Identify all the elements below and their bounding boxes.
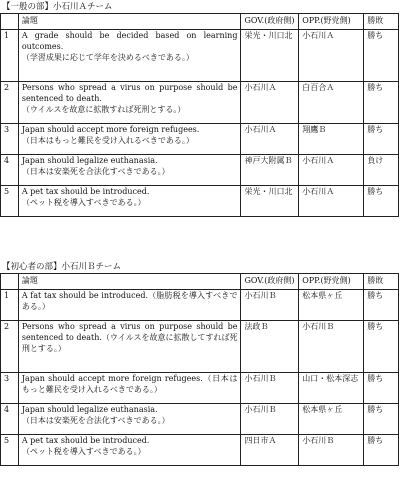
col-gov: GOV.(政府側) bbox=[241, 274, 299, 290]
col-no bbox=[1, 274, 19, 290]
opp-team: 山口・松本深志 bbox=[299, 373, 364, 404]
result: 勝ち bbox=[364, 435, 399, 466]
result: 勝ち bbox=[364, 124, 399, 155]
motion-cell bbox=[18, 435, 241, 466]
table-header-row bbox=[1, 14, 399, 30]
col-result: 勝敗 bbox=[364, 274, 399, 290]
round-number: 4 bbox=[1, 404, 19, 435]
round-number: 2 bbox=[1, 321, 19, 373]
results-table-general bbox=[0, 13, 399, 217]
round-number: 2 bbox=[1, 82, 19, 124]
round-number: 3 bbox=[1, 124, 19, 155]
opp-team: 翔鷹Ｂ bbox=[299, 124, 364, 155]
motion-en: A grade should be decided based on learning outcomes. bbox=[21, 31, 238, 51]
section-title-beginner: 【初心者の部】小石川Ｂチーム bbox=[2, 262, 122, 272]
motion-cell bbox=[18, 321, 241, 373]
motion-en: Japan should legalize euthanasia. bbox=[21, 156, 158, 165]
table-row bbox=[1, 124, 399, 155]
col-gov: GOV.(政府側) bbox=[241, 14, 299, 30]
table-row bbox=[1, 290, 399, 321]
table-row bbox=[1, 373, 399, 404]
col-opp: OPP.(野党側) bbox=[299, 14, 364, 30]
motion-cell bbox=[18, 155, 241, 186]
opp-team: 白百合Ａ bbox=[299, 82, 364, 124]
result: 勝ち bbox=[364, 30, 399, 82]
opp-team: 小石川Ａ bbox=[299, 155, 364, 186]
motion-en: A pet tax should be introduced. bbox=[21, 436, 150, 445]
motion-ja: （ペット税を導入すべきである。） bbox=[21, 197, 146, 207]
motion-ja: （学習成果に応じて学年を決めるべきである。） bbox=[21, 52, 194, 62]
gov-team: 小石川Ｂ bbox=[241, 373, 299, 404]
col-motion: 論題 bbox=[18, 274, 241, 290]
col-motion: 論題 bbox=[18, 14, 241, 30]
motion-cell bbox=[18, 290, 241, 321]
result: 勝ち bbox=[364, 82, 399, 124]
col-opp: OPP.(野党側) bbox=[299, 274, 364, 290]
result: 勝ち bbox=[364, 186, 399, 217]
col-result: 勝敗 bbox=[364, 14, 399, 30]
table-row bbox=[1, 30, 399, 82]
motion-ja: （ウイルスを故意に拡散すれば死刑とする。） bbox=[21, 104, 186, 114]
motion-en: Persons who spread a virus on purpose should be sentenced to death. bbox=[21, 83, 238, 103]
round-number: 4 bbox=[1, 155, 19, 186]
table-row bbox=[1, 186, 399, 217]
result: 勝ち bbox=[364, 290, 399, 321]
motion-ja: （日本は安楽死を合法化すべきである。） bbox=[21, 166, 170, 176]
round-number: 3 bbox=[1, 373, 19, 404]
gov-team: 法政Ｂ bbox=[241, 321, 299, 373]
opp-team: 小石川Ａ bbox=[299, 30, 364, 82]
round-number: 5 bbox=[1, 186, 19, 217]
table-row bbox=[1, 155, 399, 186]
motion-cell bbox=[18, 404, 241, 435]
motion-en: Persons who spread a virus on purpose should be sentenced to death.（ウイルスを故意に拡散してすれば死刑とする。） bbox=[21, 322, 238, 353]
table-row bbox=[1, 82, 399, 124]
round-number: 1 bbox=[1, 30, 19, 82]
motion-ja: （ペット税を導入すべきである。） bbox=[21, 446, 146, 456]
motion-en: Japan should legalize euthanasia. bbox=[21, 405, 158, 414]
col-no bbox=[1, 14, 19, 30]
table-header-row bbox=[1, 274, 399, 290]
gov-team: 四日市Ａ bbox=[241, 435, 299, 466]
motion-cell bbox=[18, 82, 241, 124]
opp-team: 松本県ヶ丘 bbox=[299, 290, 364, 321]
motion-cell bbox=[18, 124, 241, 155]
motion-cell bbox=[18, 373, 241, 404]
opp-team: 小石川Ｂ bbox=[299, 435, 364, 466]
gov-team: 小石川Ｂ bbox=[241, 404, 299, 435]
gov-team: 栄光・川口北 bbox=[241, 30, 299, 82]
round-number: 5 bbox=[1, 435, 19, 466]
motion-en: A fat tax should be introduced.（脂肪税を導入すべきである。） bbox=[21, 291, 238, 311]
round-number: 1 bbox=[1, 290, 19, 321]
result: 負け bbox=[364, 155, 399, 186]
opp-team: 小石川Ａ bbox=[299, 186, 364, 217]
table-row bbox=[1, 404, 399, 435]
gov-team: 小石川Ａ bbox=[241, 124, 299, 155]
result: 勝ち bbox=[364, 321, 399, 373]
motion-ja: （日本はもっと難民を受け入れるべきである。） bbox=[21, 135, 194, 145]
motion-en: A pet tax should be introduced. bbox=[21, 187, 150, 196]
motion-en: Japan should accept more foreign refugees.（日本はもっと難民を受け入れるべきである。） bbox=[21, 374, 238, 394]
gov-team: 栄光・川口北 bbox=[241, 186, 299, 217]
motion-cell bbox=[18, 186, 241, 217]
result: 勝ち bbox=[364, 404, 399, 435]
motion-en: Japan should accept more foreign refugees. bbox=[21, 125, 200, 134]
opp-team: 小石川Ｂ bbox=[299, 321, 364, 373]
gov-team: 小石川Ａ bbox=[241, 82, 299, 124]
motion-cell bbox=[18, 30, 241, 82]
motion-ja: （日本は安楽死を合法化すべきである。） bbox=[21, 415, 170, 425]
section-title-general: 【一般の部】小石川Ａチーム bbox=[2, 2, 113, 12]
gov-team: 神戸大附属Ｂ bbox=[241, 155, 299, 186]
table-row bbox=[1, 435, 399, 466]
results-table-beginner bbox=[0, 273, 399, 466]
gov-team: 小石川Ｂ bbox=[241, 290, 299, 321]
result: 勝ち bbox=[364, 373, 399, 404]
table-row bbox=[1, 321, 399, 373]
opp-team: 松本県ヶ丘 bbox=[299, 404, 364, 435]
